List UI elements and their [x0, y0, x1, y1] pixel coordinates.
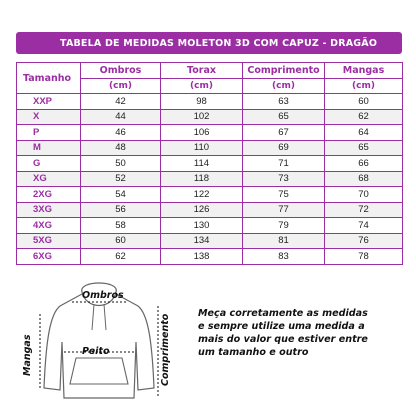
measure-cell: 70 — [325, 187, 403, 203]
measure-cell: 114 — [161, 156, 243, 172]
table-row — [17, 109, 403, 125]
table-row — [17, 249, 403, 265]
header-ombros: Ombros — [81, 63, 161, 79]
measure-cell: 130 — [161, 218, 243, 234]
size-rows — [17, 94, 403, 265]
measure-cell: 52 — [81, 171, 161, 187]
measure-cell: 77 — [243, 202, 325, 218]
unit-comprimento: (cm) — [243, 78, 325, 94]
size-cell: 4XG — [17, 218, 81, 234]
size-cell: G — [17, 156, 81, 172]
measure-cell: 81 — [243, 233, 325, 249]
measure-cell: 74 — [325, 218, 403, 234]
header-torax: Torax — [161, 63, 243, 79]
measure-cell: 72 — [325, 202, 403, 218]
measure-cell: 68 — [325, 171, 403, 187]
title-banner — [16, 32, 402, 54]
header-comprimento: Comprimento — [243, 63, 325, 79]
measure-cell: 71 — [243, 156, 325, 172]
measure-cell: 50 — [81, 156, 161, 172]
measurement-note — [198, 307, 408, 359]
page-title: TABELA DE MEDIDAS MOLETON 3D COM CAPUZ - DRAGÃO — [60, 37, 378, 49]
size-cell: XG — [17, 171, 81, 187]
size-cell: 2XG — [17, 187, 81, 203]
measure-cell: 122 — [161, 187, 243, 203]
measure-cell: 69 — [243, 140, 325, 156]
measure-cell: 79 — [243, 218, 325, 234]
measure-cell: 56 — [81, 202, 161, 218]
measure-cell: 65 — [243, 109, 325, 125]
size-cell: M — [17, 140, 81, 156]
measure-cell: 67 — [243, 125, 325, 141]
note-line: um tamanho e outro — [198, 347, 309, 358]
table-row — [17, 156, 403, 172]
measure-cell: 44 — [81, 109, 161, 125]
table-row — [17, 125, 403, 141]
measure-cell: 126 — [161, 202, 243, 218]
header-tamanho: Tamanho — [17, 63, 81, 94]
measure-cell: 102 — [161, 109, 243, 125]
label-mangas: Mangas — [22, 334, 33, 376]
table-row — [17, 233, 403, 249]
measure-cell: 58 — [81, 218, 161, 234]
measure-cell: 134 — [161, 233, 243, 249]
measure-cell: 106 — [161, 125, 243, 141]
table-row — [17, 202, 403, 218]
size-cell: P — [17, 125, 81, 141]
measure-cell: 62 — [81, 249, 161, 265]
label-comprimento: Comprimento — [160, 313, 171, 386]
measure-cell: 62 — [325, 109, 403, 125]
size-cell: 3XG — [17, 202, 81, 218]
measure-cell: 138 — [161, 249, 243, 265]
header-mangas: Mangas — [325, 63, 403, 79]
measure-cell: 64 — [325, 125, 403, 141]
table-row — [17, 187, 403, 203]
note-line: Meça corretamente as medidas — [198, 308, 368, 319]
unit-torax: (cm) — [161, 78, 243, 94]
measure-cell: 54 — [81, 187, 161, 203]
measure-cell: 63 — [243, 94, 325, 110]
measure-cell: 66 — [325, 156, 403, 172]
measure-cell: 73 — [243, 171, 325, 187]
size-cell: X — [17, 109, 81, 125]
label-peito: Peito — [82, 346, 110, 357]
measure-cell: 78 — [325, 249, 403, 265]
label-ombros: Ombros — [82, 290, 124, 301]
header-row — [17, 63, 403, 79]
unit-ombros: (cm) — [81, 78, 161, 94]
hoodie-diagram — [20, 280, 180, 410]
measure-cell: 83 — [243, 249, 325, 265]
measure-cell: 46 — [81, 125, 161, 141]
unit-mangas: (cm) — [325, 78, 403, 94]
measure-cell: 60 — [81, 233, 161, 249]
measure-cell: 75 — [243, 187, 325, 203]
measure-cell: 65 — [325, 140, 403, 156]
measure-cell: 60 — [325, 94, 403, 110]
table-row — [17, 94, 403, 110]
size-table — [16, 62, 403, 265]
table-row — [17, 218, 403, 234]
measure-cell: 76 — [325, 233, 403, 249]
note-line: mais do valor que estiver entre — [198, 334, 368, 345]
note-line: e sempre utilize uma medida a — [198, 321, 365, 332]
measure-cell: 110 — [161, 140, 243, 156]
table-row — [17, 171, 403, 187]
measure-cell: 42 — [81, 94, 161, 110]
size-cell: 6XG — [17, 249, 81, 265]
measure-cell: 98 — [161, 94, 243, 110]
size-cell: 5XG — [17, 233, 81, 249]
measure-cell: 48 — [81, 140, 161, 156]
table-row — [17, 140, 403, 156]
measure-cell: 118 — [161, 171, 243, 187]
size-cell: XXP — [17, 94, 81, 110]
